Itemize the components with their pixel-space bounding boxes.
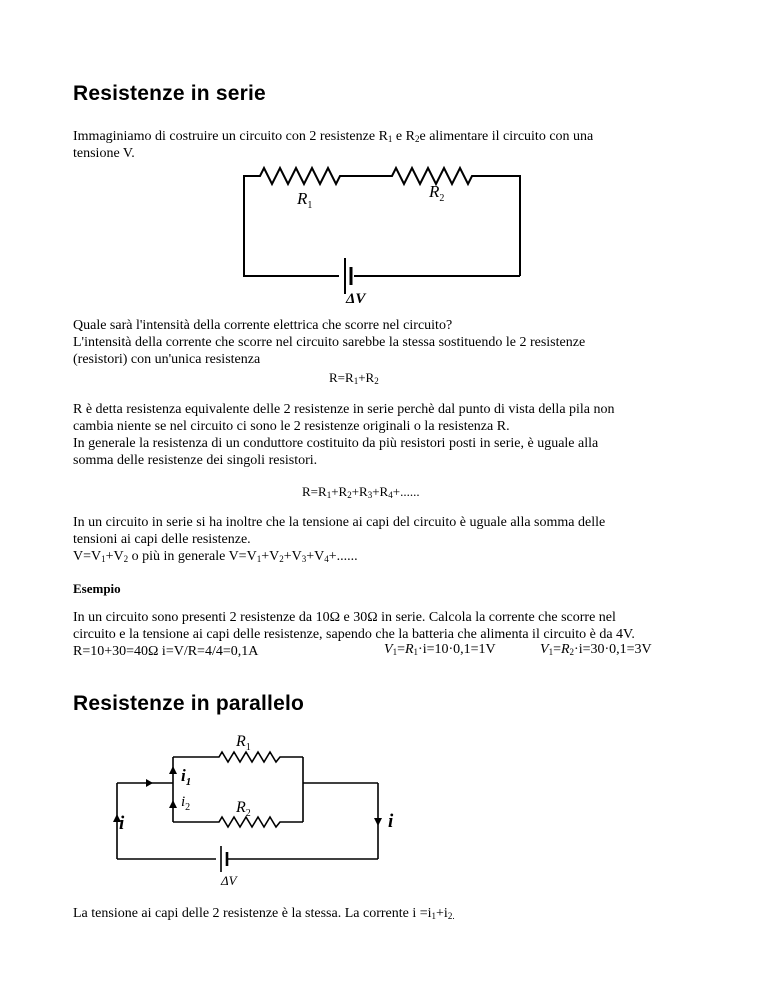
section-title-series: Resistenze in serie bbox=[73, 82, 266, 105]
parallel-label-i-left: i bbox=[119, 813, 125, 834]
p3-line-2: tensioni ai capi delle resistenze. bbox=[73, 532, 251, 547]
parallel-label-i-right: i bbox=[388, 811, 394, 832]
p2-line-3: In generale la resistenza di un conduttore costituito da più resistori posti in serie, è uguale alla bbox=[73, 436, 599, 451]
series-label-r2: $R_2$ bbox=[429, 182, 445, 204]
parallel-circuit-diagram bbox=[100, 726, 400, 891]
arrow-i1 bbox=[169, 766, 177, 774]
series-label-r1: $R_1$ bbox=[297, 189, 313, 211]
arrow-i-right bbox=[374, 818, 382, 826]
p2-line-2: cambia niente se nel circuito ci sono le 2 resistenze originali o la resistenza R. bbox=[73, 419, 510, 434]
series-circuit-diagram bbox=[240, 160, 530, 305]
section-title-parallel: Resistenze in parallelo bbox=[73, 692, 305, 715]
formula-equivalent-general: $R=R_1+R_2+R_3+R_4+$...... bbox=[302, 484, 420, 500]
series-label-delta-v: ΔV bbox=[346, 291, 366, 307]
example-heading: Esempio bbox=[73, 581, 121, 596]
intro-line-1: Immaginiamo di costruire un circuito con 2 resistenze $R_1$ e $R_2e$ alimentare il circuito con una bbox=[73, 129, 594, 144]
arrow-i-top-wire bbox=[146, 779, 153, 787]
example-line-1: In un circuito sono presenti 2 resistenze da 10Ω e 30Ω in serie. Calcola la corrente che scorre nel bbox=[73, 610, 616, 625]
parallel-branch-r2 bbox=[173, 817, 303, 827]
parallel-label-i2: $i_2$ bbox=[181, 794, 191, 813]
p2-line-4: somma delle resistenze dei singoli resistori. bbox=[73, 453, 318, 468]
parallel-label-i1: $i_1$ bbox=[181, 766, 192, 788]
example-line-3: R=10+30=40Ω i=V/R=4/4=0,1A bbox=[73, 644, 259, 659]
parallel-label-r1: $R_1$ bbox=[236, 733, 251, 753]
example-equation-v2: $V_1=R_2\cdot i=30\cdot 0,1=3V$ bbox=[540, 642, 652, 657]
p4-line-1: La tensione ai capi delle 2 resistenze è la stessa. La corrente $i =i_1+i_{2.}$ bbox=[73, 906, 455, 921]
series-wire-top bbox=[244, 168, 520, 184]
arrow-i2 bbox=[169, 800, 177, 808]
example-equation-v1: $V_1=R_1\cdot i=10\cdot 0,1=1V$ bbox=[384, 642, 496, 657]
p1-line-2: L'intensità della corrente che scorre nel circuito sarebbe la stessa sostituendo le 2 resistenze bbox=[73, 335, 586, 350]
parallel-branch-r1 bbox=[173, 752, 303, 762]
parallel-label-delta-v: ΔV bbox=[221, 873, 237, 888]
p1-line-3: (resistori) con un'unica resistenza bbox=[73, 352, 261, 367]
p3-line-1: In un circuito in serie si ha inoltre che la tensione ai capi del circuito è uguale alla somma delle bbox=[73, 515, 606, 530]
p2-line-1: R è detta resistenza equivalente delle 2 resistenze in serie perchè dal punto di vista della pila non bbox=[73, 402, 615, 417]
example-line-2: circuito e la tensione ai capi delle resistenze, sapendo che la batteria che alimenta il circuito è da 4V. bbox=[73, 627, 635, 642]
p1-line-1: Quale sarà l'intensità della corrente elettrica che scorre nel circuito? bbox=[73, 318, 453, 333]
parallel-label-r2: $R_2$ bbox=[236, 799, 251, 819]
intro-line-2: tensione V. bbox=[73, 146, 135, 161]
p3-line-3: $V=V_1+V_2$ o più in generale $V=V_1+V_2+V_3+V_4+$...... bbox=[73, 549, 358, 564]
formula-equivalent-2: $R=R_1+R_2$ bbox=[329, 370, 379, 386]
